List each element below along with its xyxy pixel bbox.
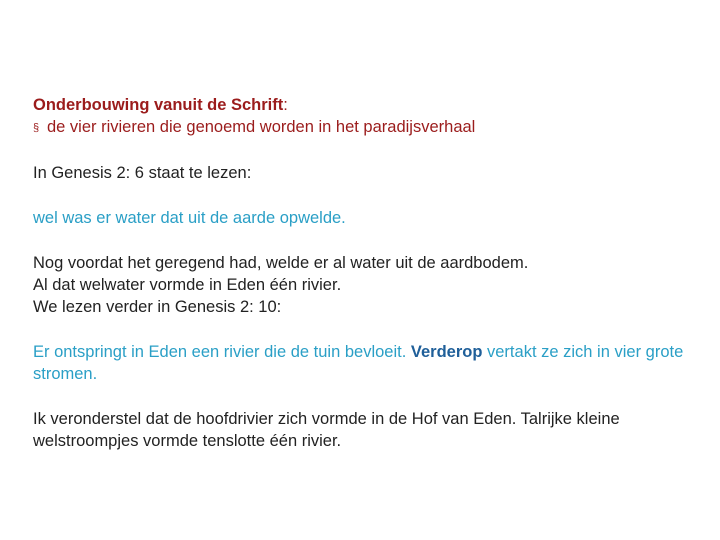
paragraph-1 <box>33 252 693 318</box>
bullet-item <box>33 116 693 139</box>
conclusion-text: Ik veronderstel dat de hoofdrivier zich vormde in de Hof van Eden. Talrijke kleine welstroompjes vormde tenslotte één rivier. <box>33 410 620 450</box>
section-heading <box>33 94 693 116</box>
paragraph-1-line-2: Al dat welwater vormde in Eden één rivier. <box>33 276 342 294</box>
slide-content <box>33 94 693 452</box>
quote-2-part-1: Er ontspringt in Eden een rivier die de tuin bevloeit. <box>33 343 411 361</box>
heading-colon: : <box>283 96 288 114</box>
quote-2-part-2: vertakt ze zich in vier grote stromen. <box>33 343 684 383</box>
intro-text: In Genesis 2: 6 staat te lezen: <box>33 164 252 182</box>
scripture-quote-2 <box>33 341 693 385</box>
quote-2-emphasis: Verderop <box>410 343 483 361</box>
heading-title: Onderbouwing vanuit de Schrift <box>33 96 284 114</box>
square-bullet-icon: § <box>33 122 40 134</box>
paragraph-1-line-1: Nog voordat het geregend had, welde er al water uit de aardbodem. <box>33 254 529 272</box>
bullet-text: de vier rivieren die genoemd worden in het paradijsverhaal <box>47 118 476 136</box>
paragraph-1-line-3: We lezen verder in Genesis 2: 10: <box>33 298 282 316</box>
scripture-quote-1: wel was er water dat uit de aarde opwelde. <box>33 209 346 227</box>
